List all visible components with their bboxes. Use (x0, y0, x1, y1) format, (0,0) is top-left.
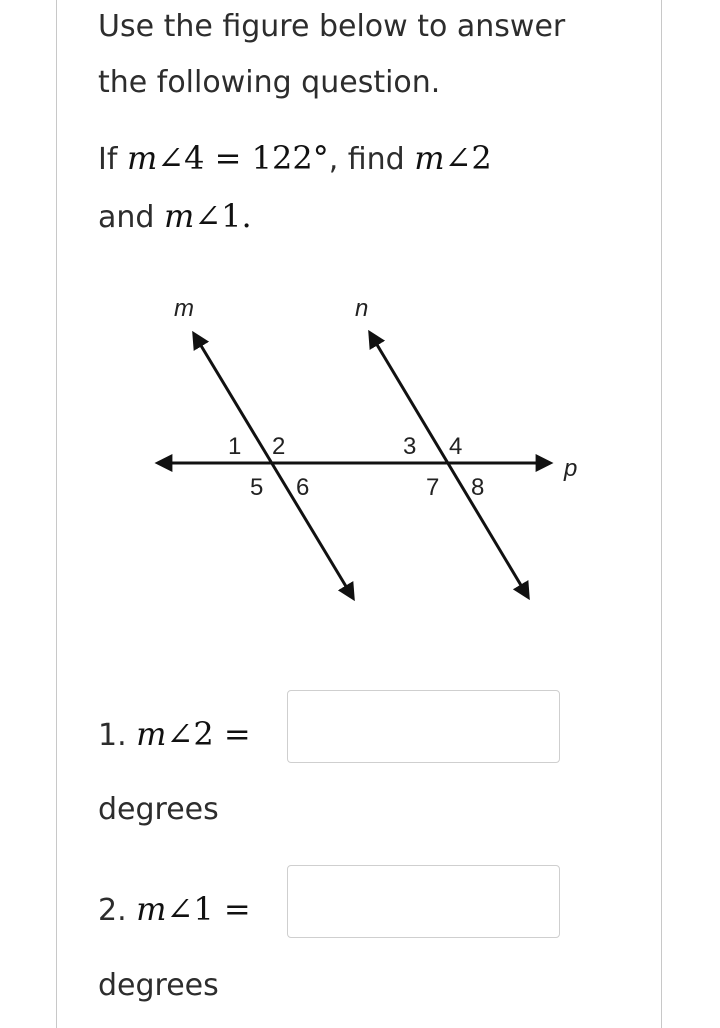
answer-1-angle: ∠2 (166, 715, 214, 753)
answer-2-expression (136, 890, 251, 928)
find-angle-1: ∠2 (444, 139, 492, 177)
answer-2-input[interactable] (287, 865, 560, 938)
answer-2-label (98, 889, 251, 931)
line-p-label: p (564, 455, 578, 482)
answer-1-label (98, 714, 251, 756)
find-var-1: m (414, 139, 445, 177)
prompt-line-1 (98, 130, 638, 188)
prompt-mid: , find (328, 142, 415, 177)
answer-1-input[interactable] (287, 690, 560, 763)
answer-2-units: degrees (98, 968, 219, 1003)
angle-label-8: 8 (471, 474, 485, 501)
answer-1-number: 1. (98, 718, 137, 753)
answer-2-var: m (136, 890, 167, 928)
given-angle-expression (127, 139, 329, 177)
prompt-line-2 (98, 188, 638, 246)
question-prompt (98, 130, 638, 246)
figure-svg (150, 290, 590, 610)
angle-label-6: 6 (296, 474, 310, 501)
parallel-lines-figure (150, 290, 590, 610)
given-equation: = 122° (204, 139, 329, 177)
answer-1-expression (136, 715, 251, 753)
line-m (194, 334, 353, 598)
find-angle-expression-1 (414, 139, 492, 177)
intro-line-1: Use the figure below to answer (98, 9, 566, 44)
answer-1-units: degrees (98, 792, 219, 827)
answer-2-equals: = (213, 890, 251, 928)
answer-1-equals: = (213, 715, 251, 753)
find-var-2: m (163, 197, 195, 235)
find-angle-2: ∠1 (194, 197, 242, 235)
angle-label-7: 7 (426, 474, 440, 501)
answer-2-angle: ∠1 (166, 890, 214, 928)
line-n (370, 333, 528, 597)
angle-label-1: 1 (228, 433, 242, 460)
angle-label-2: 2 (272, 433, 286, 460)
prompt-prefix: If (98, 142, 127, 177)
given-angle: ∠4 (157, 139, 205, 177)
line-m-label: m (174, 295, 194, 322)
question-intro (98, 0, 638, 111)
answer-2-number: 2. (98, 893, 137, 928)
intro-line-2: the following question. (98, 65, 441, 100)
angle-label-4: 4 (449, 433, 463, 460)
answer-1-var: m (136, 715, 167, 753)
prompt-period: . (241, 197, 252, 235)
line-n-label: n (355, 295, 369, 322)
angle-label-3: 3 (403, 433, 417, 460)
find-angle-expression-2 (164, 197, 252, 235)
angle-label-5: 5 (250, 474, 264, 501)
and-text: and (98, 200, 164, 235)
given-var: m (126, 139, 158, 177)
